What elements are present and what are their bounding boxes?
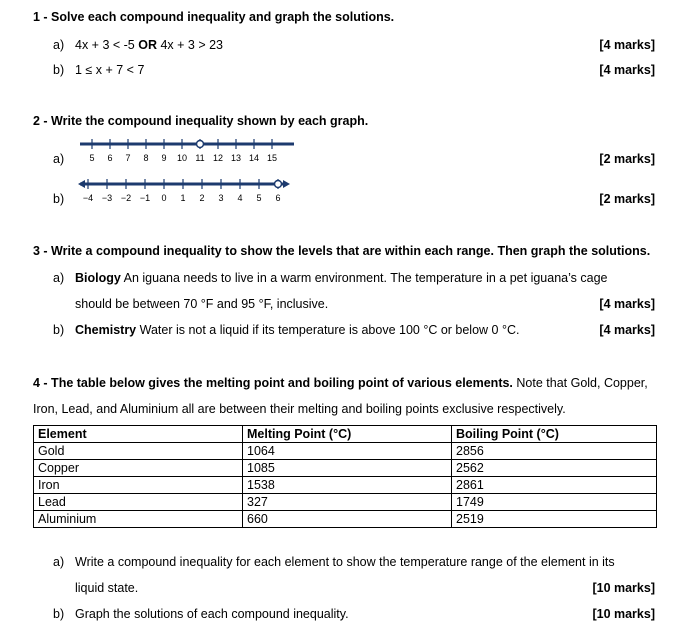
q2a-tick-label: 6 [107,153,113,163]
table-row [34,443,657,460]
cell-element: Copper [34,460,243,477]
table-row [34,494,657,511]
q4-heading: 4 - The table below gives the melting point and boiling point of various elements. Note that Gold, Copper, [33,376,648,390]
q2b-tick-label: 1 [180,193,186,203]
q2b-tick-label: −4 [82,193,94,203]
cell-element: Aluminium [34,511,243,528]
q2b-tick-label: 2 [199,193,205,203]
q2a-marks: [2 marks] [599,152,655,166]
q2a-tick-label: 15 [266,153,278,163]
q2a-label: a) [53,152,65,166]
q2a-tick-label: 14 [248,153,260,163]
q2a-tick-label: 5 [89,153,95,163]
q4a-marks: [10 marks] [592,581,655,595]
q3b-label: b) [53,323,65,337]
q2b-tick-label: 6 [275,193,281,203]
q2b-left-arrow [78,180,85,188]
q4a-text-line2: liquid state. [75,581,139,595]
q2b-right-arrow [283,180,290,188]
q3b-marks: [4 marks] [599,323,655,337]
q4a-text-line1: Write a compound inequality for each element to show the temperature range of the element in its [75,555,615,569]
q3a-label: a) [53,271,65,285]
q2a-tick-label: 13 [230,153,242,163]
q4a-label: a) [53,555,65,569]
table-row [34,460,657,477]
table-header-row [34,426,657,443]
q1a-inequality: 4x + 3 < -5 OR 4x + 3 > 23 [75,38,224,52]
cell-boiling: 1749 [452,494,657,511]
q4-heading-line2: Iron, Lead, and Aluminium all are between their melting and boiling points exclusive respectively. [33,402,566,416]
q3a-text-line1: Biology An iguana needs to live in a warm environment. The temperature in a pet iguana’s cage [75,271,608,285]
elements-table [33,425,657,528]
q2a-tick-label: 9 [161,153,167,163]
q2a-tick-label: 11 [195,153,205,163]
q2b-tick-label: 4 [237,193,243,203]
table-row [34,477,657,494]
cell-melting: 1085 [243,460,452,477]
header-boiling-point: Boiling Point (°C) [452,426,657,443]
q2b-marks: [2 marks] [599,192,655,206]
q3a-text-line2: should be between 70 °F and 95 °F, inclusive. [75,297,329,311]
cell-element: Iron [34,477,243,494]
q3b-text: Chemistry Water is not a liquid if its temperature is above 100 °C or below 0 °C. [75,323,520,337]
q1a-marks: [4 marks] [599,38,655,52]
q3a-marks: [4 marks] [599,297,655,311]
cell-boiling: 2519 [452,511,657,528]
q4b-text: Graph the solutions of each compound inequality. [75,607,349,621]
q2b-tick-label: −1 [139,193,151,203]
q2-heading: 2 - Write the compound inequality shown by each graph. [33,114,369,128]
q2a-open-circle [197,141,204,148]
q4b-marks: [10 marks] [592,607,655,621]
cell-boiling: 2856 [452,443,657,460]
q1b-inequality: 1 ≤ x + 7 < 7 [75,63,145,77]
cell-boiling: 2562 [452,460,657,477]
cell-melting: 660 [243,511,452,528]
header-melting-point: Melting Point (°C) [243,426,452,443]
q2a-tick-label: 8 [143,153,149,163]
q2b-tick-label: −3 [101,193,113,203]
q2a-tick-label: 7 [125,153,131,163]
q1a-label: a) [53,38,65,52]
cell-melting: 1538 [243,477,452,494]
q1b-label: b) [53,63,65,77]
q2b-tick-label: 5 [256,193,262,203]
q2a-tick-label: 10 [176,153,188,163]
table-row [34,511,657,528]
q3-heading: 3 - Write a compound inequality to show the levels that are within each range. Then graph the solutions. [33,244,651,258]
q2b-tick-label: 3 [218,193,224,203]
q1-heading: 1 - Solve each compound inequality and graph the solutions. [33,10,395,24]
header-element: Element [34,426,243,443]
cell-boiling: 2861 [452,477,657,494]
q2b-open-circle [275,181,282,188]
q1b-marks: [4 marks] [599,63,655,77]
q2b-tick-label: 0 [161,193,167,203]
cell-element: Gold [34,443,243,460]
q2a-tick-label: 12 [212,153,224,163]
cell-melting: 327 [243,494,452,511]
q2b-number-line [70,176,300,206]
cell-element: Lead [34,494,243,511]
cell-melting: 1064 [243,443,452,460]
q2b-label: b) [53,192,65,206]
q2b-tick-label: −2 [120,193,132,203]
q4b-label: b) [53,607,65,621]
q2a-number-line [70,136,300,166]
